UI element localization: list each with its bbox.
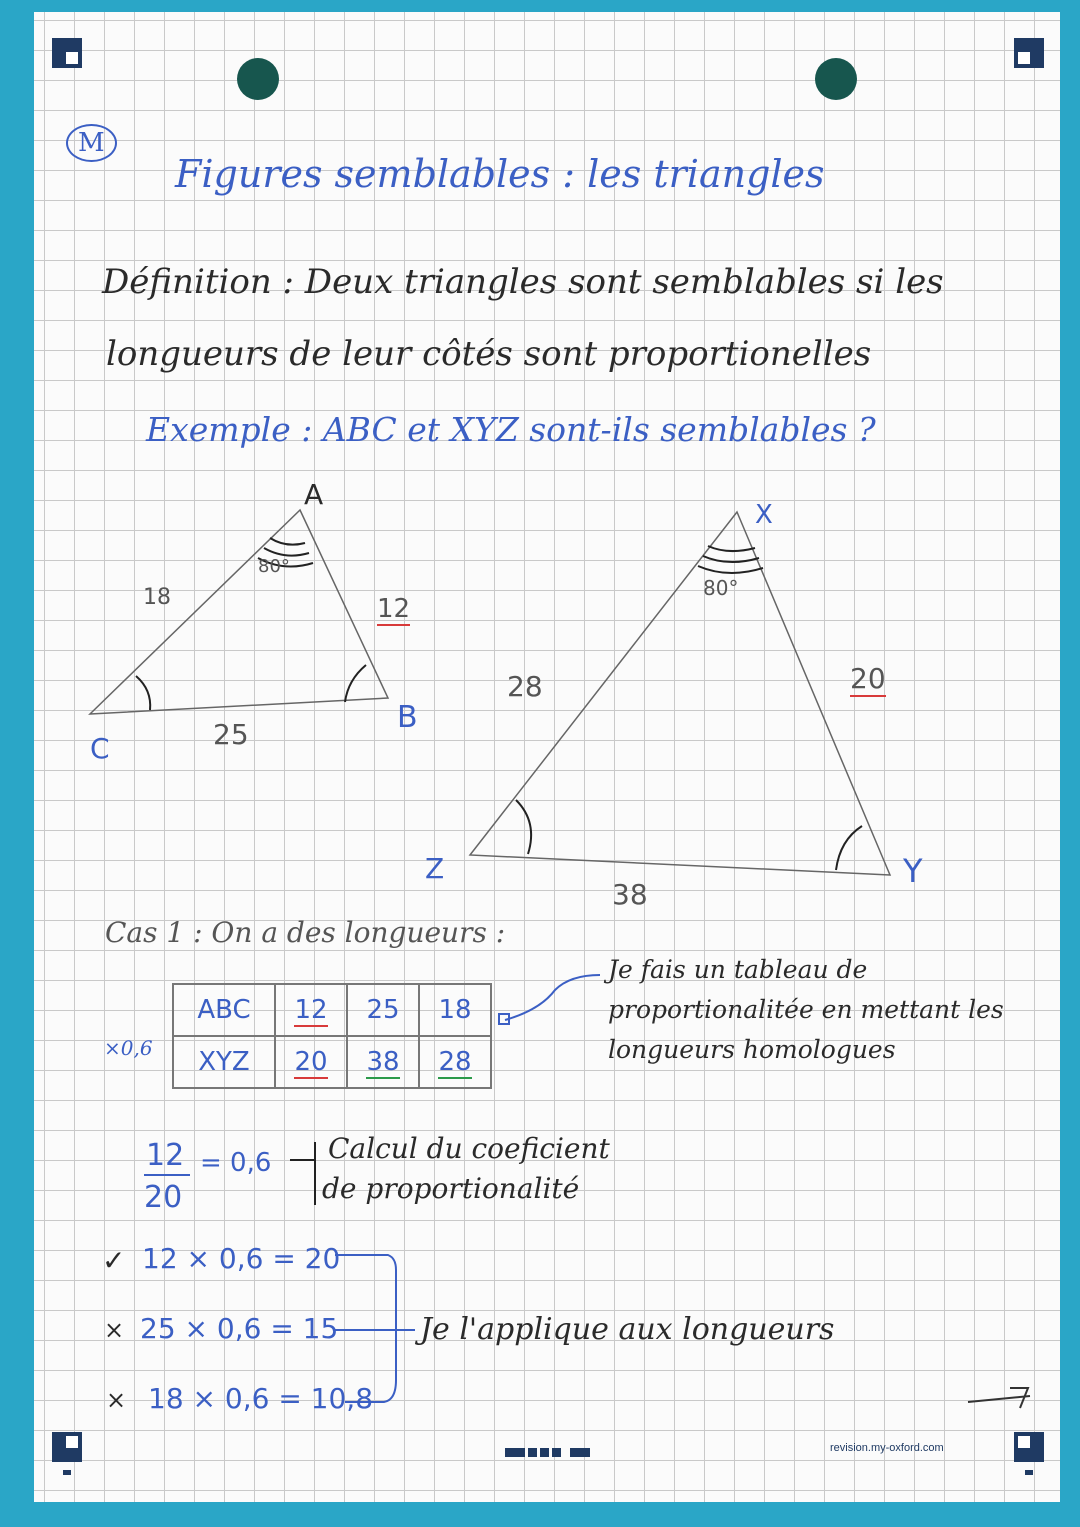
cell-xyz-2: 38 [366,1047,400,1077]
side-ac-length: 18 [143,585,171,610]
side-ab-length: 12 [377,594,411,624]
angle-a-value: 80° [258,556,290,577]
table-cell [419,1036,491,1088]
table-cell [419,984,491,1036]
table-cell [275,984,347,1036]
angle-arc-x [708,546,755,551]
angle-arc-a [264,548,309,556]
definition-line-2: longueurs de leur côtés sont proportionelles [106,334,872,374]
row-label-xyz: XYZ [173,1036,275,1088]
margin-mark: M [66,124,117,162]
cell-abc-3: 18 [438,995,472,1025]
table-cell [347,1036,419,1088]
vertex-z-label: Z [425,852,445,885]
table-note-connector [505,975,600,1020]
case-heading: Cas 1 : On a des longueurs : [105,916,506,949]
coef-note-line-2: de proportionalité [322,1172,580,1205]
side-zy-length: 38 [612,878,648,911]
definition-line-1: Définition : Deux triangles sont semblables si les [102,262,944,302]
angle-arc-b [345,665,366,702]
check-mark-1: ✓ [102,1244,126,1277]
table-row [173,1036,491,1088]
angle-arc-x [698,566,763,573]
triangle-abc [90,510,388,714]
side-xy-length: 20 [850,662,886,695]
ratio-result: = 0,6 [200,1148,272,1178]
cell-abc-1: 12 [294,995,328,1025]
calc-line-3: 18 × 0,6 = 10,8 [148,1382,374,1415]
cell-abc-2: 25 [366,995,400,1025]
angle-arc-a [270,538,305,545]
angle-arc-x [703,556,759,562]
ratio-numerator: 12 [146,1138,185,1173]
vertex-a-label: A [304,478,324,511]
ratio-denominator: 20 [144,1180,183,1215]
coef-note-line-1: Calcul du coeficient [328,1132,610,1165]
calc-line-2: 25 × 0,6 = 15 [140,1312,339,1345]
proportionality-table [172,983,492,1089]
vertex-y-label: Y [903,852,923,890]
vertex-b-label: B [397,700,418,735]
example-question: Exemple : ABC et XYZ sont-ils semblables ? [146,410,876,449]
oxford-logo [505,1442,593,1461]
table-note: Je fais un tableau de proportionalitée en mettant les longueurs homologues [608,955,1004,1064]
row-label-abc: ABC [173,984,275,1036]
angle-arc-y [836,826,862,870]
footer-url: revision.my-oxford.com [830,1442,944,1454]
table-cell [275,1036,347,1088]
side-xz-length: 28 [507,670,543,703]
table-cell [347,984,419,1036]
check-mark-2: × [104,1316,125,1344]
table-row [173,984,491,1036]
next-page-arrow-icon [968,1396,1030,1402]
page-title: Figures semblables : les triangles [175,152,825,196]
angle-arc-c [136,676,150,710]
calc-bracket [335,1255,396,1402]
apply-note: Je l'applique aux longueurs [420,1312,835,1347]
check-mark-3: × [106,1386,127,1414]
side-cb-length: 25 [213,718,249,751]
multiplier-note: ×0,6 [104,1036,153,1060]
vertex-c-label: C [90,732,110,765]
cell-xyz-1: 20 [294,1047,328,1077]
angle-arc-z [516,800,531,854]
vertex-x-label: X [755,500,773,530]
angle-x-value: 80° [703,576,739,600]
cell-xyz-3: 28 [438,1047,472,1077]
calc-line-1: 12 × 0,6 = 20 [142,1242,341,1275]
